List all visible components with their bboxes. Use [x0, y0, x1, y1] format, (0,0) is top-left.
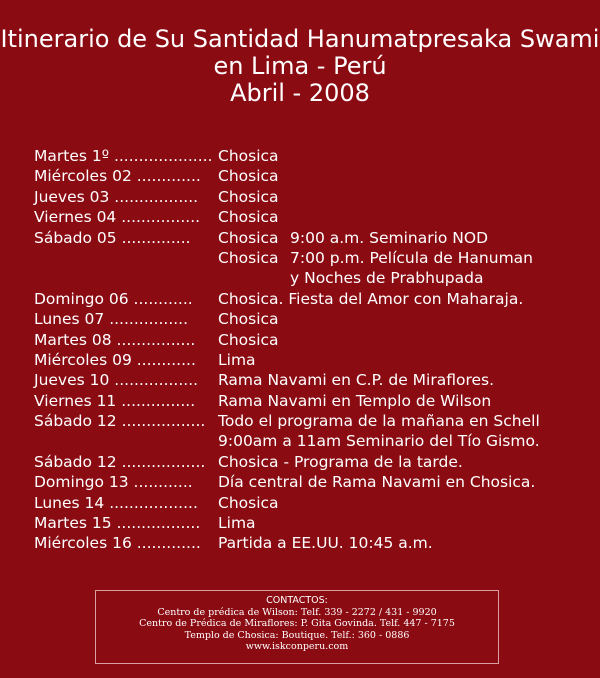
contact-wilson: Centro de prédica de Wilson: Telf. 339 - 2272 / 431 - 9920 — [157, 606, 437, 618]
place-label: Chosica — [218, 248, 279, 267]
day-label: Miércoles 02 ............. — [34, 167, 201, 186]
place-label: Rama Navami en C.P. de Miraflores. — [218, 371, 495, 390]
place-label: Chosica — [218, 228, 279, 247]
place-label: Chosica — [218, 167, 279, 186]
place-label: Chosica. Fiesta del Amor con Maharaja. — [218, 289, 524, 308]
place-label: Chosica — [218, 330, 279, 349]
itinerary-row — [34, 411, 594, 431]
day-label: Sábado 12 ................. — [34, 452, 206, 471]
itinerary-row — [34, 228, 594, 248]
day-label: Jueves 03 ................. — [34, 187, 199, 206]
contacts-box — [95, 590, 499, 664]
day-label: Miércoles 09 ............ — [34, 350, 196, 369]
itinerary-row — [34, 350, 594, 370]
itinerary-row — [34, 268, 594, 288]
title-line-2: en Lima - Perú — [213, 52, 387, 80]
itinerary-row — [34, 472, 594, 492]
day-label: Martes 1º .................... — [34, 147, 213, 165]
title-line-3: Abril - 2008 — [230, 79, 370, 107]
place-label: Chosica — [218, 310, 279, 329]
itinerary-row — [34, 330, 594, 350]
poster-title — [0, 26, 600, 107]
day-label: Jueves 10 ................. — [34, 371, 199, 390]
day-label: Martes 15 ................. — [34, 514, 201, 533]
place-label: Rama Navami en Templo de Wilson — [218, 391, 492, 410]
day-label: Lunes 07 ................ — [34, 310, 189, 329]
contact-chosica: Templo de Chosica: Boutique. Telf.: 360 - 0886 — [184, 629, 410, 641]
itinerary-row — [34, 391, 594, 411]
title-line-1: Itinerario de Su Santidad Hanumatpresaka Swami — [0, 25, 600, 53]
day-label: Sábado 05 .............. — [34, 228, 191, 247]
itinerary-row — [34, 289, 594, 309]
day-label: Viernes 04 ................ — [34, 208, 201, 227]
itinerary-row — [34, 533, 594, 553]
itinerary-row — [34, 493, 594, 513]
itinerary-row — [34, 513, 594, 533]
itinerary-row — [34, 370, 594, 390]
contacts-heading: CONTACTOS: — [266, 595, 328, 606]
place-label: Partida a EE.UU. 10:45 a.m. — [218, 534, 433, 553]
contact-miraflores: Centro de Prédica de Miraflores: P. Gita Govinda. Telf. 447 - 7175 — [139, 618, 455, 629]
detail-label: 7:00 p.m. Película de Hanuman — [290, 248, 533, 267]
detail-label: 9:00 a.m. Seminario NOD — [290, 228, 489, 247]
place-label: Día central de Rama Navami en Chosica. — [218, 473, 536, 492]
itinerary-list — [34, 146, 594, 554]
itinerary-row — [34, 248, 594, 268]
day-label: Viernes 11 ............... — [34, 391, 196, 410]
place-label: 9:00am a 11am Seminario del Tío Gismo. — [218, 432, 540, 451]
place-label: Chosica — [218, 187, 279, 206]
itinerary-row — [34, 309, 594, 329]
website-link[interactable]: www.iskconperu.com — [245, 641, 349, 652]
place-label: Lima — [218, 514, 256, 533]
itinerary-row — [34, 452, 594, 472]
itinerary-row — [34, 187, 594, 207]
day-label: Domingo 06 ............ — [34, 289, 193, 308]
day-label: Sábado 12 ................. — [34, 412, 206, 431]
place-label: Chosica - Programa de la tarde. — [218, 452, 463, 471]
itinerary-row — [34, 166, 594, 186]
place-label: Lima — [218, 350, 256, 369]
place-label: Chosica — [218, 147, 279, 165]
place-label: Todo el programa de la mañana en Schell — [218, 412, 540, 431]
detail-label: y Noches de Prabhupada — [290, 269, 484, 288]
place-label: Chosica — [218, 208, 279, 227]
itinerary-row — [34, 431, 594, 451]
day-label: Martes 08 ................ — [34, 330, 196, 349]
itinerary-row — [34, 207, 594, 227]
itinerary-row — [34, 146, 594, 166]
place-label: Chosica — [218, 493, 279, 512]
day-label: Lunes 14 .................. — [34, 493, 198, 512]
day-label: Domingo 13 ............ — [34, 473, 193, 492]
day-label: Miércoles 16 ............. — [34, 534, 201, 553]
